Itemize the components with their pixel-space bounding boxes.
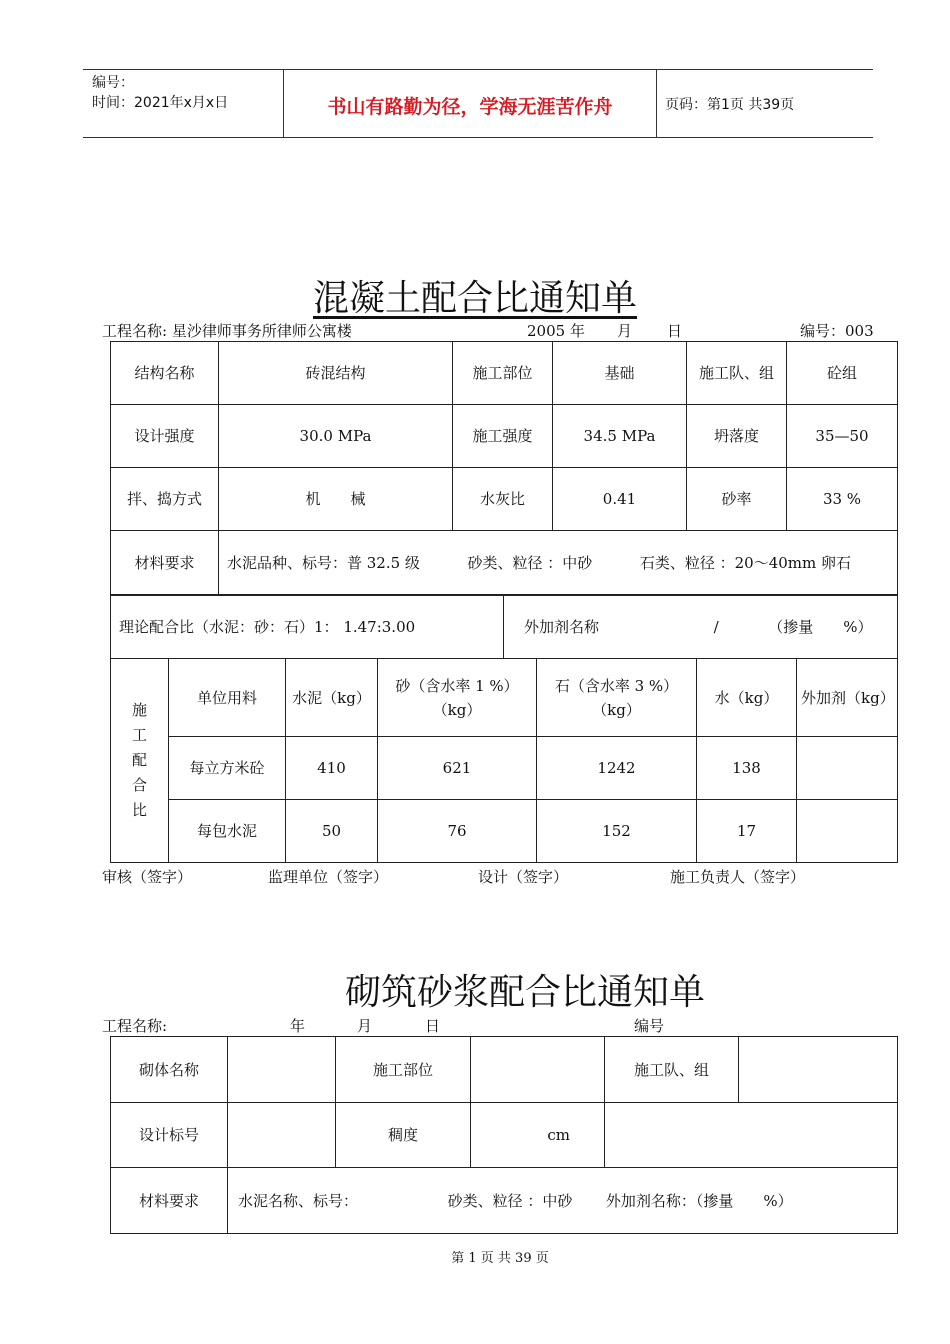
table-cell: 砼组 (787, 342, 898, 405)
table-cell: 34.5 MPa (553, 405, 687, 468)
admixture-name: 外加剂名称 (524, 618, 600, 636)
admixture-dose: （掺量 %） (768, 618, 873, 636)
table-row (111, 405, 898, 468)
table-row (111, 1037, 898, 1103)
signature-supervision: 监理单位（签字） (268, 868, 389, 886)
material-label: 材料要求 (111, 531, 219, 595)
material-label: 材料要求 (111, 1168, 228, 1234)
mortar-material-cement: 水泥名称、标号： (238, 1191, 359, 1210)
table-cell: 施工队、组 (687, 342, 787, 405)
concrete-year: 2005 年 (527, 322, 585, 340)
table-cell: 设计标号 (111, 1103, 228, 1168)
table-cell: 每立方米砼 (169, 737, 286, 800)
table-cell: 152 (537, 800, 697, 863)
motto: 书山有路勤为径，学海无涯苦作舟 (327, 96, 613, 118)
table-row (111, 342, 898, 405)
mortar-year: 年 (290, 1017, 306, 1035)
table-cell: 施工强度 (453, 405, 553, 468)
concrete-day: 日 (667, 322, 683, 340)
table-header-cell: 外加剂（kg） (797, 659, 898, 737)
table-cell: 施工部位 (336, 1037, 471, 1103)
table-cell: 50 (286, 800, 378, 863)
table-cell: 施工部位 (453, 342, 553, 405)
table-cell: 结构名称 (111, 342, 219, 405)
material-row (111, 1168, 898, 1234)
mortar-material-sand: 砂类、粒径 ：中砂 (447, 1191, 573, 1210)
signature-design: 设计（签字） (478, 868, 569, 886)
mortar-material-admix: 外加剂名称：（掺量 %） (605, 1191, 793, 1210)
concrete-table-top (110, 341, 898, 595)
material-requirements (228, 1168, 898, 1234)
table-cell: 砂率 (687, 468, 787, 531)
header-meta (83, 70, 284, 137)
table-cell (797, 800, 898, 863)
mortar-table (110, 1036, 898, 1234)
material-cement: 水泥品种、标号：普 32.5 级 (227, 553, 420, 572)
concrete-project-name: 工程名称: 星沙律师事务所律师公寓楼 (102, 322, 352, 340)
mortar-day: 日 (425, 1017, 441, 1035)
footer-page-number: 第 1 页 共 39 页 (451, 1251, 549, 1266)
table-cell: 33 % (787, 468, 898, 531)
theory-ratio: 理论配合比（水泥：砂：石）1： 1.47:3.00 (111, 596, 504, 659)
table-cell (739, 1037, 898, 1103)
table-cell (471, 1037, 605, 1103)
table-cell: cm (471, 1103, 605, 1168)
table-cell (797, 737, 898, 800)
table-header-cell: 石（含水率 3 %）（kg） (537, 659, 697, 737)
header-motto-cell (284, 70, 657, 137)
table-cell: 水灰比 (453, 468, 553, 531)
concrete-number: 编号：003 (800, 322, 874, 340)
material-stone: 石类、粒径 ：20～40mm 卵石 (639, 553, 852, 572)
table-cell: 设计强度 (111, 405, 219, 468)
table-cell: 1242 (537, 737, 697, 800)
signature-review: 审核（签字） (102, 868, 193, 886)
table-cell: 砌体名称 (111, 1037, 228, 1103)
table-cell: 机 械 (219, 468, 453, 531)
material-sand: 砂类、粒径 ：中砂 (467, 553, 593, 572)
concrete-month: 月 (617, 322, 633, 340)
table-cell: 砖混结构 (219, 342, 453, 405)
mortar-month: 月 (357, 1017, 373, 1035)
table-header-cell: 单位用料 (169, 659, 286, 737)
header-page-text: 页码：第1页 共39页 (665, 97, 795, 113)
header-page-cell (657, 70, 873, 137)
document-header (83, 69, 873, 138)
concrete-mix-table (110, 658, 898, 863)
signature-construction-lead: 施工负责人（签字） (670, 868, 806, 886)
mix-section-label: 施工配合比 (111, 659, 169, 863)
table-row (111, 800, 898, 863)
table-cell: 每包水泥 (169, 800, 286, 863)
ratio-row (111, 596, 898, 659)
table-header-cell: 水（kg） (697, 659, 797, 737)
admixture-cell (504, 596, 898, 659)
table-cell: 138 (697, 737, 797, 800)
mortar-form-title: 砌筑砂浆配合比通知单 (344, 972, 705, 1013)
material-row (111, 531, 898, 595)
admixture-slash: / (713, 618, 719, 636)
table-cell: 76 (378, 800, 537, 863)
table-header-cell: 水泥（kg） (286, 659, 378, 737)
table-cell: 基础 (553, 342, 687, 405)
table-row (111, 659, 898, 737)
table-cell (228, 1037, 336, 1103)
table-cell: 30.0 MPa (219, 405, 453, 468)
number-label: 编号： (92, 75, 134, 91)
table-cell: 35—50 (787, 405, 898, 468)
table-row (111, 737, 898, 800)
table-header-cell: 砂（含水率 1 %）（kg） (378, 659, 537, 737)
table-cell: 拌、捣方式 (111, 468, 219, 531)
table-cell: 621 (378, 737, 537, 800)
concrete-ratio-table (110, 595, 898, 659)
table-cell: 稠度 (336, 1103, 471, 1168)
mortar-project-name: 工程名称: (102, 1017, 168, 1035)
concrete-form-title: 混凝土配合比通知单 (312, 278, 637, 319)
table-cell: 0.41 (553, 468, 687, 531)
table-cell (228, 1103, 336, 1168)
table-row (111, 1103, 898, 1168)
table-cell: 410 (286, 737, 378, 800)
table-cell: 坍落度 (687, 405, 787, 468)
table-cell: 17 (697, 800, 797, 863)
material-requirements (219, 531, 898, 595)
table-row (111, 468, 898, 531)
time-text: 时间：2021年x月x日 (92, 95, 229, 111)
table-cell (605, 1103, 898, 1168)
table-cell: 施工队、组 (605, 1037, 739, 1103)
mortar-number: 编号 (634, 1017, 665, 1035)
